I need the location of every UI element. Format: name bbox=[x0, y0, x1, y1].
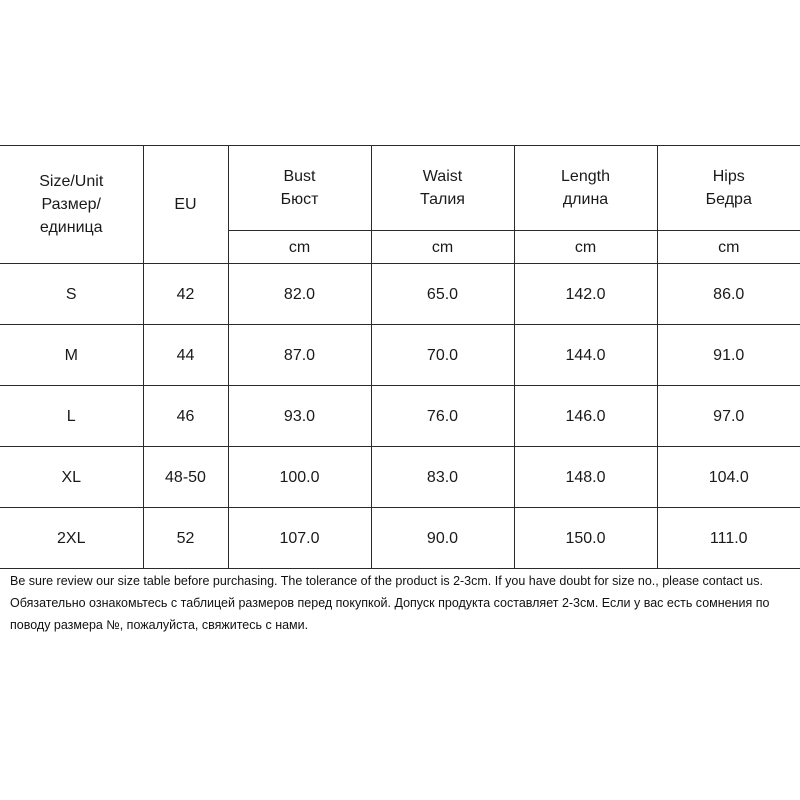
table-row bbox=[0, 264, 800, 325]
header-waist bbox=[371, 146, 514, 231]
header-length bbox=[514, 146, 657, 231]
unit-length: cm bbox=[514, 231, 657, 264]
unit-bust: cm bbox=[228, 231, 371, 264]
cell-waist: 76.0 bbox=[371, 386, 514, 447]
unit-hips: cm bbox=[657, 231, 800, 264]
header-waist-ru: Талия bbox=[420, 191, 465, 208]
cell-size: M bbox=[0, 325, 143, 386]
table-row bbox=[0, 325, 800, 386]
cell-hips: 111.0 bbox=[657, 508, 800, 569]
cell-hips: 91.0 bbox=[657, 325, 800, 386]
cell-bust: 100.0 bbox=[228, 447, 371, 508]
size-table bbox=[0, 145, 800, 569]
cell-length: 142.0 bbox=[514, 264, 657, 325]
header-length-en: Length bbox=[561, 168, 610, 185]
header-bust-en: Bust bbox=[283, 168, 316, 185]
cell-waist: 83.0 bbox=[371, 447, 514, 508]
table-row bbox=[0, 508, 800, 569]
note-russian: Обязательно ознакомьтесь с таблицей размеров перед покупкой. Допуск продукта составляет 2-3см. Если у вас есть сомнения по поводу размера №, пожалуйста, свяжитесь с нами. bbox=[10, 596, 770, 632]
table-row bbox=[0, 447, 800, 508]
cell-length: 144.0 bbox=[514, 325, 657, 386]
cell-size: XL bbox=[0, 447, 143, 508]
cell-length: 150.0 bbox=[514, 508, 657, 569]
cell-size: L bbox=[0, 386, 143, 447]
header-hips-ru: Бедра bbox=[705, 191, 752, 208]
header-eu: EU bbox=[143, 146, 228, 264]
header-waist-en: Waist bbox=[422, 168, 463, 185]
cell-length: 146.0 bbox=[514, 386, 657, 447]
cell-hips: 104.0 bbox=[657, 447, 800, 508]
cell-bust: 87.0 bbox=[228, 325, 371, 386]
cell-waist: 65.0 bbox=[371, 264, 514, 325]
header-size-unit bbox=[0, 146, 143, 264]
header-bust bbox=[228, 146, 371, 231]
cell-waist: 90.0 bbox=[371, 508, 514, 569]
table-row bbox=[0, 386, 800, 447]
cell-eu: 46 bbox=[143, 386, 228, 447]
header-size-unit-ru-1: Размер/ bbox=[41, 196, 101, 213]
cell-bust: 82.0 bbox=[228, 264, 371, 325]
cell-size: S bbox=[0, 264, 143, 325]
header-hips-en: Hips bbox=[712, 168, 745, 185]
cell-eu: 52 bbox=[143, 508, 228, 569]
cell-eu: 44 bbox=[143, 325, 228, 386]
header-bust-ru: Бюст bbox=[280, 191, 319, 208]
cell-bust: 93.0 bbox=[228, 386, 371, 447]
cell-hips: 97.0 bbox=[657, 386, 800, 447]
cell-eu: 48-50 bbox=[143, 447, 228, 508]
cell-hips: 86.0 bbox=[657, 264, 800, 325]
cell-size: 2XL bbox=[0, 508, 143, 569]
header-length-ru: длина bbox=[562, 191, 609, 208]
cell-bust: 107.0 bbox=[228, 508, 371, 569]
header-size-unit-en: Size/Unit bbox=[39, 173, 104, 190]
cell-length: 148.0 bbox=[514, 447, 657, 508]
note-english: Be sure review our size table before purchasing. The tolerance of the product is 2-3cm. If you have doubt for size no., please contact us. bbox=[10, 574, 763, 588]
cell-eu: 42 bbox=[143, 264, 228, 325]
header-row bbox=[0, 146, 800, 231]
cell-waist: 70.0 bbox=[371, 325, 514, 386]
header-size-unit-ru-2: единица bbox=[39, 219, 103, 236]
unit-waist: cm bbox=[371, 231, 514, 264]
header-hips bbox=[657, 146, 800, 231]
